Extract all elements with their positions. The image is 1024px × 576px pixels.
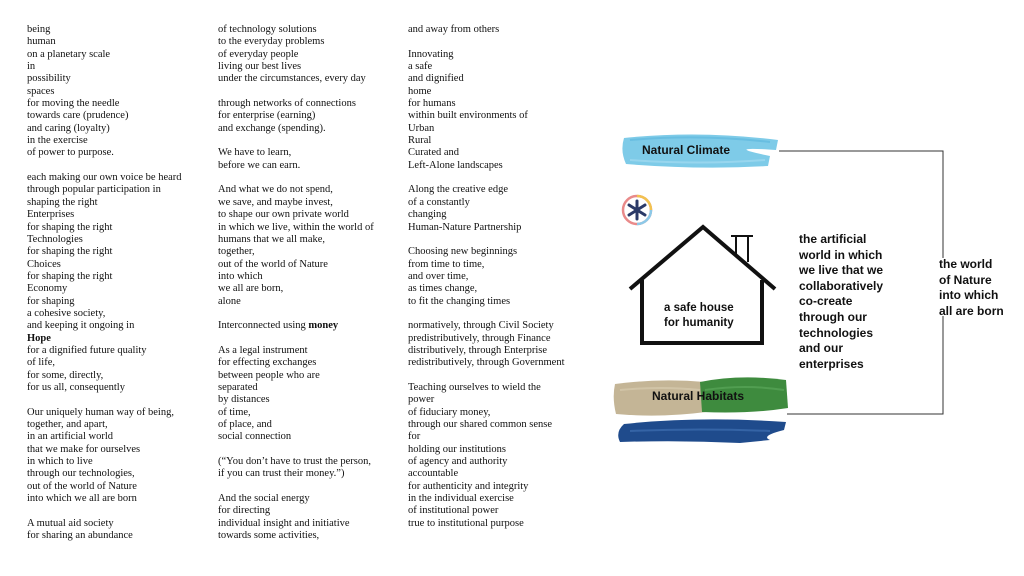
- poem-text: for shaping the right: [27, 221, 113, 233]
- poem-line: [27, 530, 182, 542]
- artificial-world-line: we live that we: [799, 263, 884, 278]
- poem-line: [408, 259, 565, 271]
- poem-text: of agency and authority: [408, 456, 508, 468]
- poem-text: Our uniquely human way of being,: [27, 406, 174, 418]
- poem-text: We have to learn,: [218, 147, 292, 159]
- poem-blank-line: [27, 505, 182, 517]
- poem-text: a cohesive society,: [27, 307, 106, 319]
- artificial-world-line: collaboratively: [799, 278, 884, 293]
- poem-text: and dignified: [408, 73, 464, 85]
- poem-text: shaping the right: [27, 196, 98, 208]
- poem-line: [408, 197, 565, 209]
- poem-text: redistributively, through Government: [408, 357, 565, 369]
- poem-line: [27, 444, 182, 456]
- poem-text: living our best lives: [218, 61, 302, 73]
- poem-line: [408, 444, 565, 456]
- poem-text: to the everyday problems: [218, 36, 325, 48]
- poem-text: on a planetary scale: [27, 48, 111, 60]
- poem-line: [408, 246, 565, 258]
- poem-line: [27, 234, 182, 246]
- poem-line: [218, 370, 374, 382]
- poem-line: [218, 61, 374, 73]
- poem-line: [218, 357, 374, 369]
- poem-line: [218, 73, 374, 85]
- poem-line: [218, 456, 374, 468]
- poem-text: towards some activities,: [218, 530, 320, 542]
- natural-climate-label: Natural Climate: [642, 143, 731, 157]
- poem-text: normatively, through Civil Society: [408, 320, 554, 332]
- poem-column-2: [218, 24, 374, 542]
- poem-line: [408, 345, 565, 357]
- poem-text: spaces: [27, 85, 55, 97]
- poem-line: [218, 345, 374, 357]
- poem-line: [408, 86, 565, 98]
- poem-emphasis: money: [308, 320, 339, 332]
- poem-line: [408, 357, 565, 369]
- poem-line: [27, 493, 182, 505]
- poem-text: from time to time,: [408, 258, 485, 270]
- poem-text: for shaping the right: [27, 246, 113, 258]
- poem-line: [408, 407, 565, 419]
- poem-text: Curated and: [408, 147, 460, 159]
- poem-text: accountable: [408, 468, 459, 480]
- poem-line: [218, 431, 374, 443]
- poem-line: [27, 209, 182, 221]
- poem-line: [408, 296, 565, 308]
- poem-text: in the exercise: [27, 135, 88, 147]
- poem-text: being: [27, 24, 51, 35]
- poem-line: [408, 382, 565, 394]
- poem-line: [27, 86, 182, 98]
- poem-line: [27, 24, 182, 36]
- poem-emphasis: Hope: [27, 332, 51, 344]
- poem-text: to fit the changing times: [408, 295, 511, 307]
- poem-text: of time,: [218, 406, 251, 418]
- poem-line: [408, 333, 565, 345]
- poem-text: for directing: [218, 505, 271, 517]
- poem-text: individual insight and initiative: [218, 517, 350, 529]
- poem-text: Human-Nature Partnership: [408, 221, 522, 233]
- poem-column-3: [408, 24, 565, 530]
- poem-text: Economy: [27, 283, 68, 295]
- poem-line: [408, 481, 565, 493]
- poem-text: out of the world of Nature: [218, 258, 328, 270]
- poem-line: [27, 259, 182, 271]
- poem-line: [27, 283, 182, 295]
- poem-text: of institutional power: [408, 505, 499, 517]
- world-of-nature-line: of Nature: [939, 272, 992, 287]
- poem-text: home: [408, 85, 432, 97]
- poem-text: Technologies: [27, 233, 83, 245]
- poem-line: [218, 234, 374, 246]
- poem-line: [218, 530, 374, 542]
- artificial-world-line: the artificial: [799, 232, 867, 246]
- poem-line: [218, 419, 374, 431]
- poem-text: for enterprise (earning): [218, 110, 316, 122]
- poem-text: if you can trust their money.”): [218, 468, 345, 480]
- poem-line: [27, 468, 182, 480]
- poem-text: together,: [218, 246, 255, 258]
- poem-line: [218, 271, 374, 283]
- safe-house-label-line: for humanity: [664, 316, 734, 329]
- poem-text: for: [408, 431, 421, 443]
- poem-text: separated: [218, 381, 258, 393]
- poem-text: of power to purpose.: [27, 147, 114, 159]
- poem-line: [27, 419, 182, 431]
- poem-text: as times change,: [408, 283, 478, 295]
- safe-house-label-line: a safe house: [664, 302, 734, 314]
- poem-line: [218, 407, 374, 419]
- poem-line: [408, 493, 565, 505]
- poem-line: [27, 222, 182, 234]
- poem-line: [218, 98, 374, 110]
- poem-line: [408, 110, 565, 122]
- artificial-world-line: through our: [799, 309, 867, 324]
- poem-line: [218, 296, 374, 308]
- poem-line: [27, 518, 182, 530]
- poem-text: Teaching ourselves to wield the: [408, 381, 541, 393]
- poem-text: As a legal instrument: [218, 344, 308, 356]
- poem-line: [408, 518, 565, 530]
- poem-text: through popular participation in: [27, 184, 161, 196]
- poem-line: [218, 320, 374, 332]
- poem-text: for a dignified future quality: [27, 344, 147, 356]
- poem-text: for some, directly,: [27, 369, 104, 381]
- poem-blank-line: [218, 135, 374, 147]
- poem-text: of life,: [27, 357, 55, 369]
- poem-blank-line: [408, 234, 565, 246]
- poem-blank-line: [27, 394, 182, 406]
- poem-text: true to institutional purpose: [408, 517, 524, 529]
- poem-line: [27, 333, 182, 345]
- poem-line: [27, 308, 182, 320]
- poem-line: [408, 431, 565, 443]
- poem-line: [218, 283, 374, 295]
- poem-line: [27, 147, 182, 159]
- poem-line: [408, 98, 565, 110]
- poem-line: [218, 209, 374, 221]
- poem-text: for sharing an abundance: [27, 530, 133, 542]
- artificial-world-line: co-create: [799, 294, 853, 309]
- poem-line: [408, 49, 565, 61]
- poem-line: [408, 505, 565, 517]
- poem-blank-line: [27, 160, 182, 172]
- poem-line: [27, 172, 182, 184]
- poem-text: possibility: [27, 73, 71, 85]
- poem-line: [408, 222, 565, 234]
- poem-text: social connection: [218, 431, 292, 443]
- world-of-nature-label: [939, 257, 1019, 319]
- poem-text: that we make for ourselves: [27, 443, 141, 455]
- poem-line: [27, 184, 182, 196]
- poem-line: [27, 271, 182, 283]
- poem-text: human: [27, 36, 56, 48]
- poem-text: Interconnected using: [218, 320, 309, 332]
- poem-line: [218, 493, 374, 505]
- poem-text: in: [27, 61, 36, 73]
- poem-text: within built environments of: [408, 110, 528, 122]
- poem-blank-line: [218, 333, 374, 345]
- poem-line: [408, 24, 565, 36]
- poem-line: [27, 296, 182, 308]
- poem-line: [408, 184, 565, 196]
- poem-line: [218, 147, 374, 159]
- poem-line: [27, 98, 182, 110]
- poem-blank-line: [218, 172, 374, 184]
- poem-text: into which we all are born: [27, 493, 137, 505]
- poem-line: [27, 110, 182, 122]
- poem-text: and away from others: [408, 24, 500, 35]
- poem-line: [218, 246, 374, 258]
- poem-line: [408, 468, 565, 480]
- poem-line: [27, 345, 182, 357]
- poem-text: Rural: [408, 135, 432, 147]
- poem-text: into which: [218, 270, 263, 282]
- poem-line: [27, 481, 182, 493]
- poem-text: through our technologies,: [27, 468, 135, 480]
- poem-line: [27, 73, 182, 85]
- poem-text: and keeping it ongoing in: [27, 320, 135, 332]
- poem-text: in the individual exercise: [408, 493, 514, 505]
- poem-text: changing: [408, 209, 447, 221]
- asterisk-circle-logo: [623, 196, 651, 224]
- poem-line: [27, 382, 182, 394]
- poem-text: in an artificial world: [27, 431, 114, 443]
- poem-text: alone: [218, 295, 241, 307]
- poem-line: [27, 61, 182, 73]
- poem-text: of technology solutions: [218, 24, 317, 35]
- poem-text: and over time,: [408, 270, 469, 282]
- poem-line: [218, 394, 374, 406]
- poem-line: [27, 49, 182, 61]
- poem-column-1: [27, 24, 182, 542]
- poem-text: for us all, consequently: [27, 381, 125, 393]
- poem-line: [27, 135, 182, 147]
- poem-text: and caring (loyalty): [27, 122, 110, 134]
- world-of-nature-line: the world: [939, 257, 993, 271]
- world-of-nature-line: all are born: [939, 303, 1004, 318]
- poem-text: out of the world of Nature: [27, 480, 137, 492]
- poem-text: of place, and: [218, 419, 272, 430]
- poem-text: towards care (prudence): [27, 110, 129, 122]
- poem-text: under the circumstances, every day: [218, 73, 366, 85]
- poem-blank-line: [408, 370, 565, 382]
- poem-line: [27, 320, 182, 332]
- poem-line: [408, 320, 565, 332]
- poem-blank-line: [218, 444, 374, 456]
- poem-text: Enterprises: [27, 209, 75, 221]
- poem-text: by distances: [218, 394, 270, 406]
- poem-line: [27, 407, 182, 419]
- poem-text: humans that we all make,: [218, 233, 326, 245]
- poem-text: Urban: [408, 122, 435, 134]
- natural-habitats-brush: [614, 377, 788, 443]
- poem-line: [408, 123, 565, 135]
- poem-line: [408, 394, 565, 406]
- poem-line: [408, 456, 565, 468]
- poem-line: [408, 135, 565, 147]
- artificial-world-line: technologies: [799, 325, 874, 340]
- poem-text: Choices: [27, 258, 61, 270]
- poem-line: [408, 209, 565, 221]
- poem-text: distributively, through Enterprise: [408, 344, 548, 356]
- poem-line: [218, 382, 374, 394]
- poem-line: [218, 49, 374, 61]
- poem-text: and exchange (spending).: [218, 122, 326, 134]
- poem-line: [408, 147, 565, 159]
- poem-line: [218, 518, 374, 530]
- poem-line: [218, 197, 374, 209]
- poem-line: [218, 184, 374, 196]
- poem-line: [27, 197, 182, 209]
- poem-text: we all are born,: [218, 283, 284, 295]
- poem-line: [408, 160, 565, 172]
- poem-text: (“You don’t have to trust the person,: [218, 456, 372, 468]
- poem-text: holding our institutions: [408, 443, 507, 455]
- poem-blank-line: [218, 481, 374, 493]
- world-of-nature-line: into which: [939, 288, 999, 303]
- poem-text: of a constantly: [408, 196, 470, 208]
- poem-blank-line: [408, 308, 565, 320]
- poem-line: [27, 36, 182, 48]
- poem-text: for shaping: [27, 295, 75, 307]
- poem-line: [27, 357, 182, 369]
- poem-text: Innovating: [408, 48, 454, 60]
- poem-text: Along the creative edge: [408, 184, 508, 196]
- poem-text: a safe: [408, 61, 433, 73]
- poem-blank-line: [218, 86, 374, 98]
- poem-text: for authenticity and integrity: [408, 480, 529, 492]
- poem-text: in which we live, within the world of: [218, 221, 374, 233]
- natural-habitats-label: Natural Habitats: [652, 389, 745, 403]
- poem-line: [408, 73, 565, 85]
- poem-line: [218, 110, 374, 122]
- poem-text: of fiduciary money,: [408, 406, 491, 418]
- poem-line: [27, 246, 182, 258]
- poem-line: [218, 123, 374, 135]
- poem-text: through networks of connections: [218, 98, 356, 110]
- poem-text: before we can earn.: [218, 159, 301, 171]
- artificial-world-line: world in which: [799, 247, 883, 262]
- poem-line: [218, 160, 374, 172]
- poem-text: in which to live: [27, 456, 93, 468]
- poem-line: [408, 271, 565, 283]
- poem-text: together, and apart,: [27, 419, 108, 430]
- poem-line: [218, 24, 374, 36]
- poem-line: [218, 222, 374, 234]
- poem-text: for moving the needle: [27, 98, 120, 110]
- poem-line: [27, 123, 182, 135]
- poem-text: Choosing new beginnings: [408, 246, 518, 258]
- poem-text: for shaping the right: [27, 270, 113, 282]
- poem-text: we save, and maybe invest,: [218, 196, 333, 208]
- poem-text: of everyday people: [218, 48, 299, 60]
- poem-blank-line: [408, 36, 565, 48]
- artificial-world-line: and our: [799, 341, 843, 356]
- poem-text: for effecting exchanges: [218, 357, 317, 369]
- poem-line: [218, 468, 374, 480]
- poem-text: And the social energy: [218, 493, 310, 505]
- poem-line: [27, 431, 182, 443]
- poem-text: A mutual aid society: [27, 517, 114, 529]
- poem-text: for humans: [408, 98, 456, 110]
- poem-line: [27, 370, 182, 382]
- poem-text: predistributively, through Finance: [408, 332, 551, 344]
- artificial-world-line: enterprises: [799, 356, 864, 371]
- poem-line: [408, 283, 565, 295]
- safe-house-label: [664, 301, 734, 330]
- poem-text: Left-Alone landscapes: [408, 159, 503, 171]
- poem-text: to shape our own private world: [218, 209, 349, 221]
- poem-line: [218, 259, 374, 271]
- poem-line: [408, 419, 565, 431]
- artificial-world-label: [799, 232, 909, 372]
- poem-line: [27, 456, 182, 468]
- poem-text: each making our own voice be heard: [27, 172, 182, 184]
- poem-text: And what we do not spend,: [218, 184, 333, 196]
- poem-line: [218, 36, 374, 48]
- poem-blank-line: [218, 308, 374, 320]
- poem-line: [218, 505, 374, 517]
- poem-blank-line: [408, 172, 565, 184]
- poem-line: [408, 61, 565, 73]
- poem-text: power: [408, 394, 435, 406]
- poem-text: between people who are: [218, 369, 320, 381]
- poem-text: through our shared common sense: [408, 419, 553, 430]
